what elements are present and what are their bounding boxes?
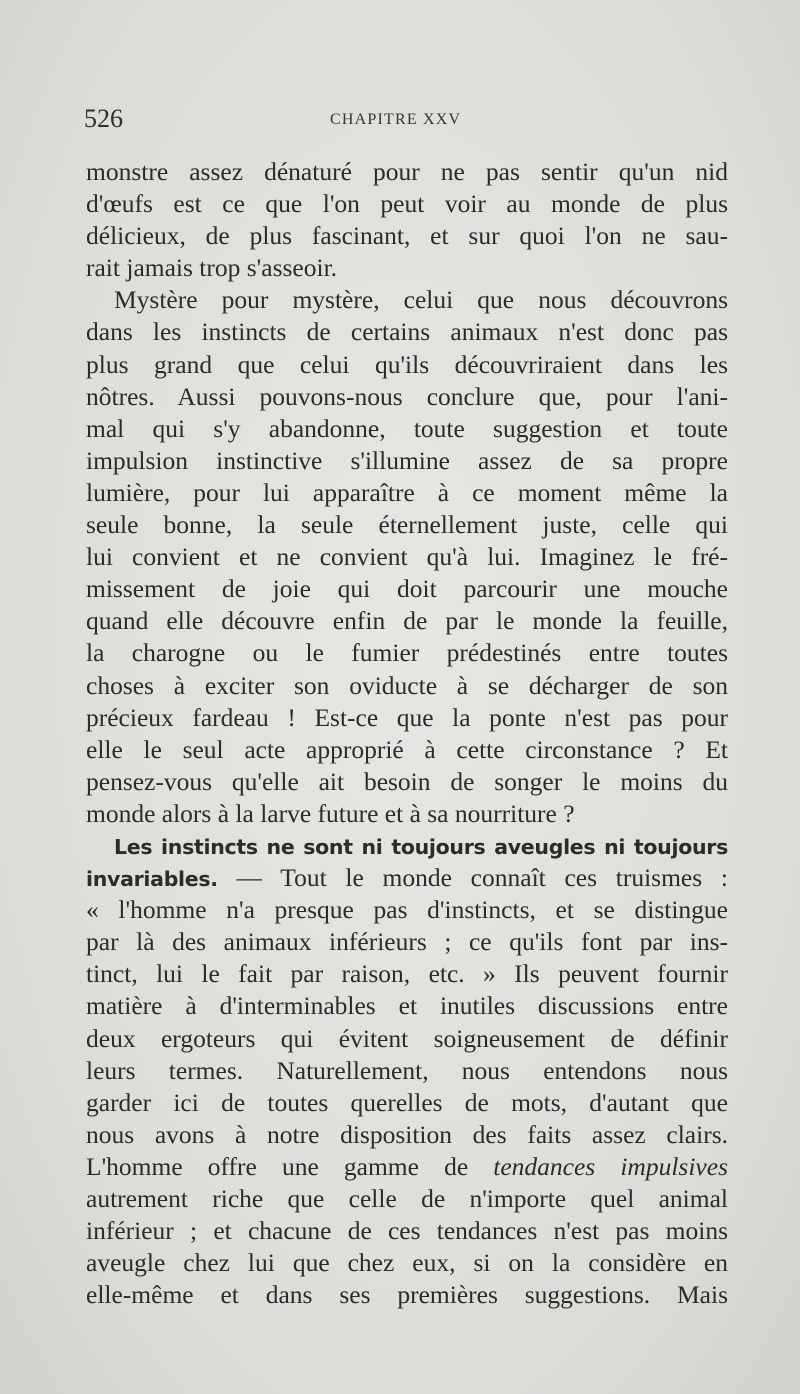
text-line: la charogne ou le fumier prédestinés entre toutes	[86, 638, 728, 668]
text-line: mal qui s'y abandonne, toute suggestion et toute	[86, 413, 728, 443]
text-line: impulsion instinctive s'illumine assez de sa propre	[86, 445, 728, 475]
text-line: leurs termes. Naturellement, nous entendons nous	[86, 1055, 728, 1085]
text-line: monde alors à la larve future et à sa nourriture ?	[86, 798, 575, 828]
text-line: dans les instincts de certains animaux n'est donc pas	[86, 317, 728, 347]
section-heading-end: invariables.	[86, 867, 218, 892]
text-line: choses à exciter son oviducte à se décharger de son	[86, 670, 728, 700]
text-line: tinct, lui le fait par raison, etc. » Ils peuvent fournir	[86, 959, 728, 989]
text-line: lumière, pour lui apparaître à ce moment même la	[86, 477, 728, 507]
section-heading-line	[86, 862, 728, 894]
text-line: par là des animaux inférieurs ; ce qu'ils font par ins-	[86, 927, 728, 957]
italic-phrase: tendances impulsives	[493, 1151, 728, 1181]
text-line: délicieux, de plus fascinant, et sur quoi l'on ne sau-	[86, 221, 728, 251]
section-heading: Les instincts ne sont ni toujours aveugles ni toujours	[114, 834, 728, 859]
page-number: 526	[84, 104, 123, 133]
text-line: missement de joie qui doit parcourir une mouche	[86, 574, 728, 604]
section-heading-line	[86, 830, 728, 862]
text-line: précieux fardeau ! Est-ce que la ponte n'est pas pour	[86, 702, 728, 732]
text-line: inférieur ; et chacune de ces tendances n'est pas moins	[86, 1216, 728, 1246]
text-line: seule bonne, la seule éternellement juste, celle qui	[86, 510, 728, 540]
text-line: garder ici de toutes querelles de mots, d'autant que	[86, 1087, 728, 1117]
text-line: rait jamais trop s'asseoir.	[86, 253, 338, 283]
text-line: autrement riche que celle de n'importe quel animal	[86, 1184, 728, 1213]
running-head: CHAPITRE XXV	[330, 111, 462, 128]
text-line: « l'homme n'a presque pas d'instincts, et se distingue	[86, 895, 728, 925]
page-header	[84, 104, 728, 140]
text-line: matière à d'interminables et inutiles discussions entre	[86, 991, 728, 1021]
body-text	[86, 156, 728, 1311]
text-line: monstre assez dénaturé pour ne pas sentir qu'un nid	[86, 157, 728, 186]
text-line: aveugle chez lui que chez eux, si on la considère en	[86, 1248, 728, 1278]
text-line: d'œufs est ce que l'on peut voir au monde de plus	[86, 189, 728, 219]
text-line: pensez-vous qu'elle ait besoin de songer le moins du	[86, 766, 728, 796]
text-line: deux ergoteurs qui évitent soigneusement de définir	[86, 1023, 728, 1053]
text-line	[86, 1151, 728, 1183]
text-line: elle le seul acte approprié à cette circonstance ? Et	[86, 734, 728, 764]
text-line: plus grand que celui qu'ils découvriraient dans les	[86, 349, 728, 379]
text-line: lui convient et ne convient qu'à lui. Imaginez le fré-	[86, 542, 728, 572]
text-fragment: L'homme offre une gamme de	[86, 1151, 494, 1181]
text-line: quand elle découvre enfin de par le monde la feuille,	[86, 606, 728, 636]
text-line: elle-même et dans ses premières suggestions. Mais	[86, 1280, 728, 1310]
text-line: Mystère pour mystère, celui que nous découvrons	[114, 285, 728, 315]
text-line: nous avons à notre disposition des faits assez clairs.	[86, 1119, 728, 1149]
text-line: nôtres. Aussi pouvons-nous conclure que, pour l'ani-	[86, 381, 728, 411]
text-fragment: — Tout le monde connaît ces truismes :	[217, 863, 728, 893]
